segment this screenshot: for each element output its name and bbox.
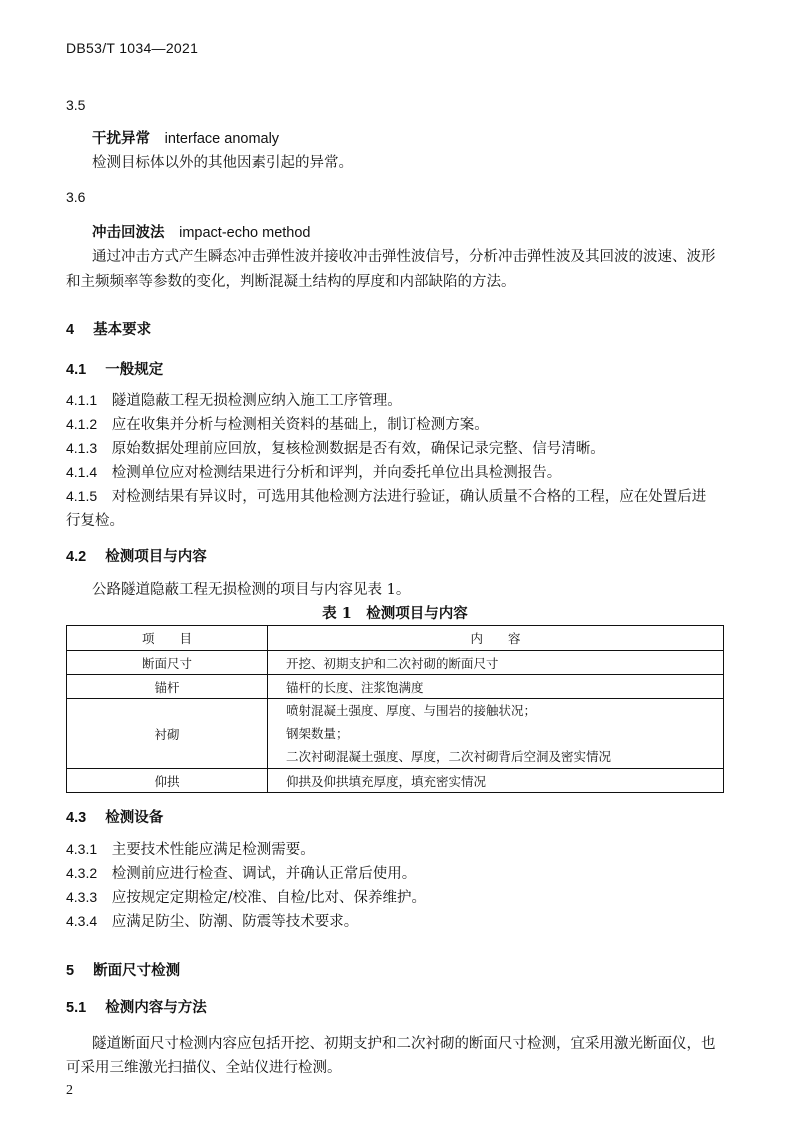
chapter-4-heading — [66, 318, 151, 339]
inspection-items-table — [66, 625, 724, 793]
document-code: DB53/T 1034—2021 — [66, 40, 199, 56]
chapter-5-heading — [66, 959, 180, 980]
section-number-3-5: 3.5 — [66, 97, 86, 113]
term-en: impact-echo method — [179, 225, 311, 241]
definition-3-6-line1: 通过冲击方式产生瞬态冲击弹性波并接收冲击弹性波信号，分析冲击弹性波及其回波的波速、波形 — [92, 249, 716, 265]
clause-text: 主要技术性能应满足检测需要。 — [111, 842, 315, 858]
section-4-2-heading — [66, 545, 207, 566]
table-caption: 表 1 检测项目与内容 — [322, 605, 468, 622]
row-content: 锚杆的长度、注浆饱满度 — [268, 675, 724, 699]
clause-number: 4.1.5 — [66, 488, 98, 504]
term-3-5 — [92, 127, 279, 148]
row-content: 开挖、初期支护和二次衬砌的断面尺寸 — [268, 651, 724, 675]
clause-4-1-2 — [66, 413, 489, 434]
clause-4-3-4 — [66, 910, 358, 931]
clause-text: 应在收集并分析与检测相关资料的基础上，制订检测方案。 — [111, 417, 489, 433]
chapter-title: 基本要求 — [93, 321, 152, 338]
section-4-1-heading — [66, 358, 163, 379]
clause-4-3-1 — [66, 838, 315, 859]
definition-3-5: 检测目标体以外的其他因素引起的异常。 — [92, 155, 353, 171]
row-item: 衬砌 — [67, 699, 268, 769]
section-title: 检测内容与方法 — [105, 999, 207, 1016]
chapter-number: 4 — [66, 322, 75, 338]
table-row — [67, 769, 724, 793]
clause-4-1-5 — [66, 485, 706, 506]
clause-number: 4.3.4 — [66, 913, 98, 929]
chapter-number: 5 — [66, 963, 75, 979]
table-intro: 公路隧道隐蔽工程无损检测的项目与内容见表 1。 — [92, 582, 411, 598]
clause-number: 4.3.1 — [66, 841, 98, 857]
clause-text: 检测前应进行检查、调试，并确认正常后使用。 — [111, 866, 417, 882]
section-number: 4.2 — [66, 549, 87, 565]
header-content: 内 容 — [268, 626, 724, 651]
row-content-line: 二次衬砌混凝土强度、厚度，二次衬砌背后空洞及密实情况 — [286, 749, 612, 764]
section-title: 检测项目与内容 — [105, 548, 207, 565]
chapter-title: 断面尺寸检测 — [93, 962, 181, 979]
clause-text: 对检测结果有异议时，可选用其他检测方法进行验证，确认质量不合格的工程，应在处置后进 — [111, 489, 707, 505]
clause-number: 4.3.3 — [66, 889, 98, 905]
paragraph-5-1-line2: 可采用三维激光扫描仪、全站仪进行检测。 — [66, 1060, 342, 1076]
section-5-1-heading — [66, 996, 207, 1017]
clause-4-3-3 — [66, 886, 426, 907]
clause-4-1-5-continuation: 行复检。 — [66, 513, 124, 529]
clause-text: 检测单位应对检测结果进行分析和评判，并向委托单位出具检测报告。 — [111, 465, 562, 481]
clause-4-1-1 — [66, 389, 402, 410]
term-3-6 — [92, 221, 310, 242]
clause-4-1-3 — [66, 437, 605, 458]
row-item: 锚杆 — [67, 675, 268, 699]
term-en: interface anomaly — [164, 131, 280, 147]
row-item: 仰拱 — [67, 769, 268, 793]
term-zh: 干扰异常 — [92, 130, 150, 147]
clause-number: 4.1.1 — [66, 392, 98, 408]
section-4-3-heading — [66, 806, 163, 827]
row-content: 仰拱及仰拱填充厚度，填充密实情况 — [268, 769, 724, 793]
clause-number: 4.3.2 — [66, 865, 98, 881]
section-number: 4.1 — [66, 362, 87, 378]
clause-4-3-2 — [66, 862, 416, 883]
table-header-row — [67, 626, 724, 651]
clause-number: 4.1.4 — [66, 464, 98, 480]
row-item: 断面尺寸 — [67, 651, 268, 675]
clause-text: 应按规定定期检定/校准、自检/比对、保养维护。 — [111, 890, 427, 906]
row-content-line: 钢架数量； — [286, 726, 349, 741]
table-row — [67, 675, 724, 699]
table-row — [67, 651, 724, 675]
clause-text: 原始数据处理前应回放，复核检测数据是否有效，确保记录完整、信号清晰。 — [111, 441, 605, 457]
row-content-line: 喷射混凝土强度、厚度、与围岩的接触状况； — [286, 703, 537, 718]
section-number: 5.1 — [66, 1000, 87, 1016]
table-row — [67, 699, 724, 769]
section-title: 一般规定 — [105, 361, 164, 378]
row-content — [268, 699, 724, 769]
page-number: 2 — [66, 1083, 73, 1098]
header-item: 项 目 — [67, 626, 268, 651]
paragraph-5-1-line1: 隧道断面尺寸检测内容应包括开挖、初期支护和二次衬砌的断面尺寸检测，宜采用激光断面仪，也 — [92, 1036, 716, 1052]
section-title: 检测设备 — [105, 809, 164, 826]
clause-text: 隧道隐蔽工程无损检测应纳入施工工序管理。 — [111, 393, 402, 409]
clause-number: 4.1.2 — [66, 416, 98, 432]
section-number-3-6: 3.6 — [66, 189, 86, 205]
clause-number: 4.1.3 — [66, 440, 98, 456]
section-number: 4.3 — [66, 810, 87, 826]
definition-3-6-line2: 和主频频率等参数的变化，判断混凝土结构的厚度和内部缺陷的方法。 — [66, 274, 516, 290]
term-zh: 冲击回波法 — [92, 224, 165, 241]
clause-text: 应满足防尘、防潮、防震等技术要求。 — [111, 914, 359, 930]
clause-4-1-4 — [66, 461, 561, 482]
